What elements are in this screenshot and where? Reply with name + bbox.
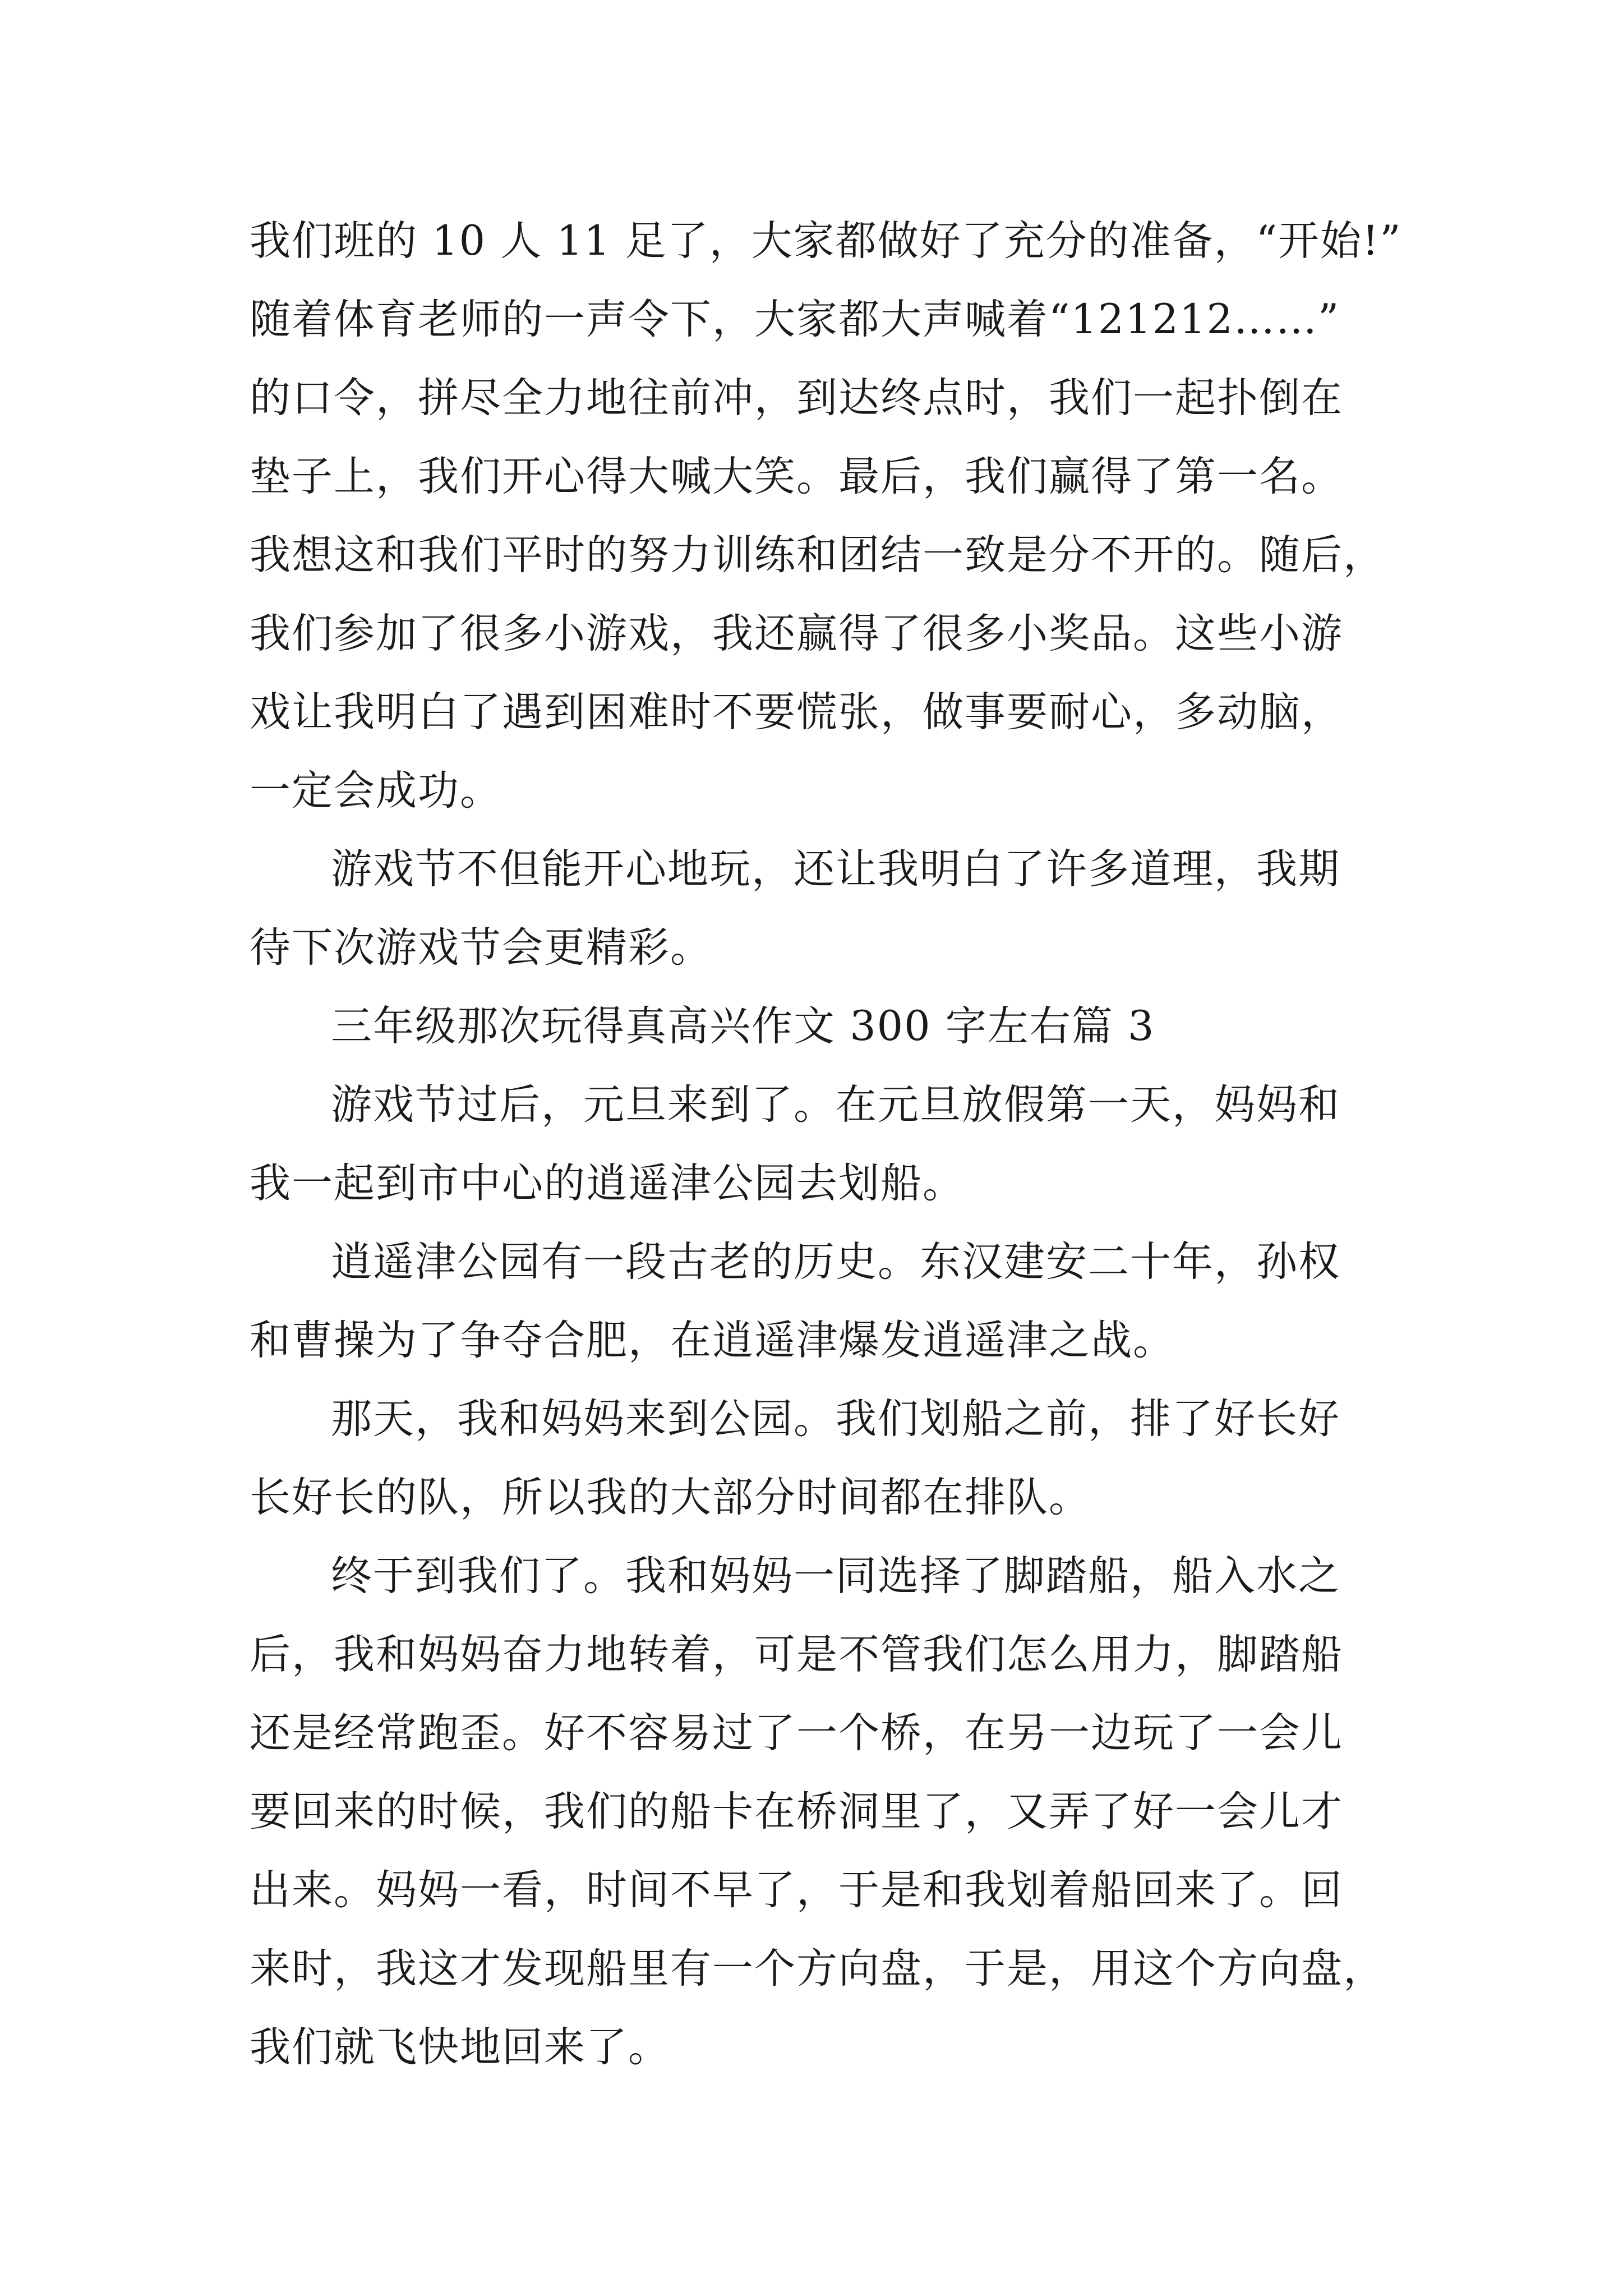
paragraph-first-line: 终于到我们了。我和妈妈一同选择了脚踏船，船入水之 bbox=[331, 1552, 1340, 1600]
text-line: 和曹操为了争夺合肥，在逍遥津爆发逍遥津之战。 bbox=[250, 1317, 1175, 1364]
text-line: 的口令，拼尽全力地往前冲，到达终点时，我们一起扑倒在 bbox=[250, 374, 1343, 422]
paragraph-first-line: 游戏节不但能开心地玩，还让我明白了许多道理，我期 bbox=[331, 845, 1340, 893]
text-line: 待下次游戏节会更精彩。 bbox=[250, 924, 712, 972]
paragraph-first-line: 逍遥津公园有一段古老的历史。东汉建安二十年，孙权 bbox=[331, 1238, 1340, 1286]
text-line: 我一起到市中心的逍遥津公园去划船。 bbox=[250, 1159, 965, 1207]
text-line: 一定会成功。 bbox=[250, 767, 502, 815]
text-line: 戏让我明白了遇到困难时不要慌张，做事要耐心，多动脑， bbox=[250, 688, 1343, 736]
text-line: 我们就飞快地回来了。 bbox=[250, 2023, 670, 2071]
text-line: 我们班的 10 人 11 足了，大家都做好了充分的准备，“开始!” bbox=[250, 217, 1402, 265]
text-line: 要回来的时候，我们的船卡在桥洞里了，又弄了好一会儿才 bbox=[250, 1788, 1343, 1835]
paragraph-first-line: 游戏节过后，元旦来到了。在元旦放假第一天，妈妈和 bbox=[331, 1081, 1340, 1129]
text-line: 后，我和妈妈奋力地转着，可是不管我们怎么用力，脚踏船 bbox=[250, 1631, 1343, 1678]
text-line: 出来。妈妈一看，时间不早了，于是和我划着船回来了。回 bbox=[250, 1866, 1343, 1914]
paragraph-first-line: 那天，我和妈妈来到公园。我们划船之前，排了好长好 bbox=[331, 1395, 1340, 1443]
text-line: 还是经常跑歪。好不容易过了一个桥，在另一边玩了一会儿 bbox=[250, 1709, 1343, 1757]
text-line: 随着体育老师的一声令下，大家都大声喊着“121212……” bbox=[250, 296, 1340, 343]
section-heading: 三年级那次玩得真高兴作文 300 字左右篇 3 bbox=[331, 1002, 1155, 1050]
text-line: 我们参加了很多小游戏，我还赢得了很多小奖品。这些小游 bbox=[250, 610, 1343, 657]
text-line: 来时，我这才发现船里有一个方向盘，于是，用这个方向盘， bbox=[250, 1945, 1385, 1993]
text-line: 垫子上，我们开心得大喊大笑。最后，我们赢得了第一名。 bbox=[250, 453, 1343, 500]
text-line: 长好长的队，所以我的大部分时间都在排队。 bbox=[250, 1474, 1091, 1521]
text-line: 我想这和我们平时的努力训练和团结一致是分不开的。随后， bbox=[250, 531, 1385, 579]
